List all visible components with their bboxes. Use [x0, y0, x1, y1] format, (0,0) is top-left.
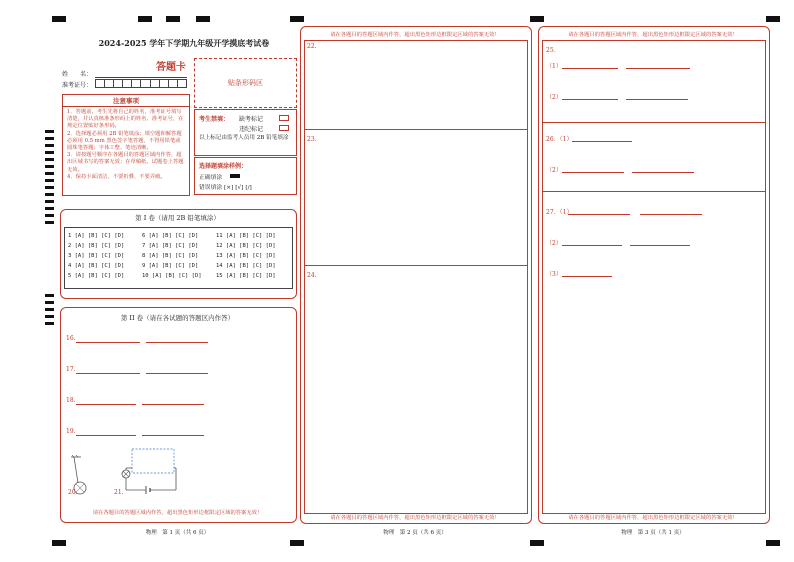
choice-row[interactable]: 9 [A] [B] [C] [D]: [142, 263, 199, 269]
q22-area[interactable]: [304, 40, 528, 514]
choice-row[interactable]: 4 [A] [B] [C] [D]: [68, 263, 125, 269]
ticket-label: 准考证号：: [62, 82, 93, 89]
notice-item: 1．答题前，考生先将自己的姓名，准考证号填写清楚，并认真核准条形码上的姓名、准考证号，在规定位置贴好条形码。: [67, 109, 184, 130]
answer-line[interactable]: [630, 245, 690, 246]
fill-example-box: [194, 157, 297, 195]
alignment-mark: [290, 540, 304, 546]
choice-row[interactable]: 13 [A] [B] [C] [D]: [216, 253, 276, 259]
question-27-part3: （3）: [546, 271, 562, 278]
exam-title: 2024-2025 学年下学期九年级开学摸底考试卷: [98, 38, 270, 48]
choice-row[interactable]: 15 [A] [B] [C] [D]: [216, 273, 276, 279]
answer-line[interactable]: [142, 404, 204, 405]
answer-line[interactable]: [640, 214, 702, 215]
exam-status-note: 以上标记由监考人员用 2B 铅笔填涂: [199, 135, 289, 141]
name-field[interactable]: [95, 77, 187, 78]
notice-item: 3．请按题号顺序在各题目的答题区域内作答，超出区域书写的答案无效；在草稿纸、试题卷上答题无效。: [67, 152, 184, 173]
fill-correct-sample: [230, 174, 240, 178]
answer-line[interactable]: [568, 214, 630, 215]
alignment-mark: [766, 540, 780, 546]
notice-box: [62, 94, 190, 196]
section-divider: [542, 191, 765, 192]
question-26-part1: 26．（1）: [546, 136, 573, 143]
section-divider: [304, 129, 527, 130]
answer-line[interactable]: [562, 245, 622, 246]
answer-line[interactable]: [562, 68, 618, 69]
answer-line[interactable]: [562, 99, 618, 100]
answer-line[interactable]: [146, 342, 208, 343]
notice-item: 2．选择题必须用 2B 铅笔填涂；填空题和解答题必须用 0.5 mm 黑色签字笔答题，不得用铅笔或圆珠笔答题；字体工整、笔迹清晰。: [67, 130, 182, 152]
choice-row[interactable]: 8 [A] [B] [C] [D]: [142, 253, 199, 259]
alignment-mark: [530, 16, 544, 22]
question-25-part2: （2）: [546, 94, 562, 101]
choice-row[interactable]: 10 [A] [B] [C] [D]: [142, 273, 202, 279]
answer-line[interactable]: [146, 373, 208, 374]
part1-title: 第 I 卷（请用 2B 铅笔填涂）: [135, 214, 220, 222]
fill-correct-label: 正确填涂: [199, 175, 223, 181]
alignment-mark: [166, 16, 180, 22]
barcode-area: [194, 58, 297, 108]
answer-line[interactable]: [76, 342, 140, 343]
violation-checkbox[interactable]: [279, 125, 289, 131]
question-19-number: 19.: [66, 428, 76, 435]
section-divider: [542, 122, 765, 123]
choice-row[interactable]: 2 [A] [B] [C] [D]: [68, 243, 125, 249]
ticket-number-boxes[interactable]: [95, 79, 187, 88]
answer-line[interactable]: [626, 99, 688, 100]
name-label: 姓 名：: [62, 71, 93, 78]
alignment-mark: [290, 16, 304, 22]
question-20-number: 20.: [68, 489, 78, 496]
notice-title: 注意事项: [63, 95, 189, 107]
alignment-mark: [530, 540, 544, 546]
choice-row[interactable]: 14 [A] [B] [C] [D]: [216, 263, 276, 269]
part2-title: 第 II 卷（请在各试题的答题区内作答）: [120, 314, 235, 322]
answer-line[interactable]: [626, 68, 690, 69]
alignment-mark: [196, 16, 210, 22]
question-27-part1: 27．（1）: [546, 209, 573, 216]
page1-footer: 物理 第 1 页（共 6 页）: [145, 530, 210, 536]
question-23-number: 23.: [307, 136, 317, 143]
page1-warning: 请在各题目的答题区域内作答，超出黑色矩形边框限定区域的答案无效！: [92, 510, 263, 516]
fill-wrong-label: 错误填涂 [×] [√] [/]: [199, 185, 252, 191]
answer-line[interactable]: [142, 435, 204, 436]
alignment-mark: [138, 16, 152, 22]
section-divider: [304, 265, 527, 266]
page3-footer: 物理 第 3 页（共 1 页）: [621, 530, 685, 536]
violation-label: 违纪标记: [239, 126, 264, 133]
question-26-part2: （2）: [546, 167, 562, 174]
choice-row[interactable]: 11 [A] [B] [C] [D]: [216, 233, 276, 239]
question-22-number: 22.: [307, 43, 317, 50]
notice-item: 4．保持卡面清洁，不要折叠、不要弄破。: [67, 173, 166, 180]
page2-footer: 物理 第 2 页（共 6 页）: [383, 530, 447, 536]
alignment-mark: [52, 540, 66, 546]
answer-line[interactable]: [76, 373, 140, 374]
absent-checkbox[interactable]: [279, 115, 289, 121]
question-25-number: 25．: [546, 47, 560, 54]
absent-label: 缺考标记: [239, 116, 264, 123]
alignment-mark: [766, 16, 780, 22]
exam-status-label: 考生禁填：: [199, 116, 230, 123]
card-label: 答题卡: [156, 62, 186, 73]
question-21-number: 21.: [114, 489, 124, 496]
choice-row[interactable]: 3 [A] [B] [C] [D]: [68, 253, 125, 259]
page3-answer-area[interactable]: [542, 40, 766, 514]
choice-row[interactable]: 5 [A] [B] [C] [D]: [68, 273, 125, 279]
answer-line[interactable]: [76, 404, 136, 405]
question-27-part2: （2）: [546, 240, 562, 247]
exam-status-box: [194, 109, 297, 156]
answer-line[interactable]: [632, 172, 694, 173]
page2-top-warning: 请在各题目的答题区域内作答，超出黑色矩形边框限定区域的答案无效！: [330, 32, 500, 38]
barcode-label: 贴条形码区: [228, 79, 263, 87]
question-25-part1: （1）: [546, 63, 562, 70]
choice-row[interactable]: 6 [A] [B] [C] [D]: [142, 233, 199, 239]
page2-bottom-warning: 请在各题目的答题区域内作答，超出黑色矩形边框限定区域的答案无效！: [330, 515, 500, 521]
answer-line[interactable]: [572, 141, 632, 142]
question-16-number: 16.: [66, 335, 76, 342]
q21-circuit-figure: [118, 446, 184, 496]
answer-line[interactable]: [562, 276, 612, 277]
answer-line[interactable]: [562, 172, 624, 173]
choice-row[interactable]: 1 [A] [B] [C] [D]: [68, 233, 125, 239]
alignment-mark: [52, 16, 66, 22]
choice-row[interactable]: 12 [A] [B] [C] [D]: [216, 243, 276, 249]
page3-bottom-warning: 请在各题目的答题区域内作答，超出黑色矩形边框限定区域的答案无效！: [568, 515, 738, 521]
question-17-number: 17.: [66, 366, 76, 373]
answer-line[interactable]: [76, 435, 136, 436]
question-24-number: 24.: [307, 272, 317, 279]
choice-row[interactable]: 7 [A] [B] [C] [D]: [142, 243, 199, 249]
fill-example-title: 选择题填涂样例：: [199, 163, 248, 170]
page3-top-warning: 请在各题目的答题区域内作答，超出黑色矩形边框限定区域的答案无效！: [568, 32, 738, 38]
question-18-number: 18.: [66, 397, 76, 404]
